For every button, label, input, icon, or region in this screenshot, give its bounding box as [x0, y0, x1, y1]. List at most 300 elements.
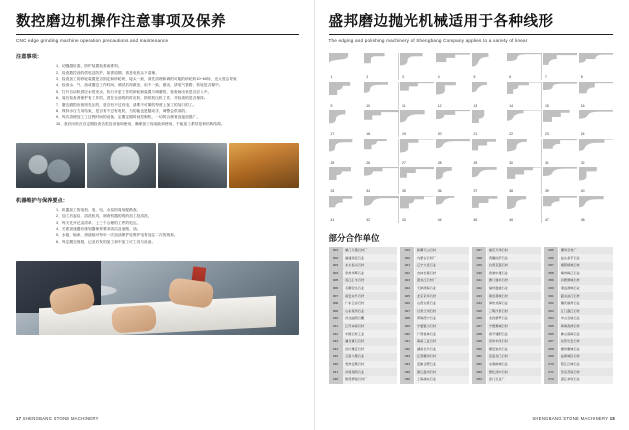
list-item: 3、每天先开记录清单，上三个合理的工件的电压。 — [56, 220, 141, 225]
partner-name: 汕尾城区石材 — [559, 353, 613, 361]
table-row — [472, 262, 541, 270]
partner-code: 066 — [544, 330, 558, 338]
precautions-list — [16, 63, 299, 127]
partner-name: 台湾花莲石材 — [487, 262, 541, 270]
partner-code: 012 — [329, 330, 343, 338]
profile-shape-cell — [400, 110, 434, 137]
partner-name: 天津滨海石业 — [415, 285, 469, 293]
table-row — [400, 292, 469, 300]
partner-name: 宁夏银川石材 — [415, 323, 469, 331]
partner-code: 028 — [400, 315, 414, 323]
partner-name: 金门石业厂 — [487, 376, 541, 384]
profile-shape-number: 41 — [330, 217, 335, 222]
profile-shape-number: 18 — [366, 132, 371, 137]
partner-name: 西藏拉萨石业 — [487, 254, 541, 262]
table-row — [472, 361, 541, 369]
table-row — [400, 315, 469, 323]
profile-shape-number: 17 — [330, 132, 335, 137]
profile-shape-number: 10 — [366, 103, 371, 108]
partner-name: 茂名茂南石材 — [559, 368, 613, 376]
table-row — [472, 330, 541, 338]
profile-shape-cell — [436, 53, 470, 80]
partner-code: 070 — [544, 361, 558, 369]
table-row — [329, 376, 398, 384]
table-row — [400, 254, 469, 262]
partner-code: 055 — [544, 247, 558, 255]
profile-shape-cell — [329, 196, 363, 223]
partner-name: 河源源城石材 — [559, 277, 613, 285]
profile-shape-cell — [579, 110, 613, 137]
profile-shape-cell — [579, 196, 613, 223]
partner-name: 清远清城石业 — [559, 285, 613, 293]
table-row — [544, 254, 613, 262]
partner-code: 032 — [400, 346, 414, 354]
partners-heading: 部分合作单位 — [328, 232, 380, 243]
partner-code: 039 — [472, 262, 486, 270]
profile-shape-number: 39 — [545, 189, 549, 194]
profile-shape-number: 42 — [366, 217, 371, 222]
partner-code: 046 — [472, 315, 486, 323]
table-row — [544, 315, 613, 323]
profile-shape-number: 32 — [580, 160, 585, 165]
left-page-title-cn: 数控磨边机操作注意事项及保养 — [16, 14, 226, 30]
table-row — [400, 270, 469, 278]
profile-shape-number: 20 — [437, 132, 442, 137]
partner-name: 重庆万州石材 — [487, 247, 541, 255]
partner-code: 022 — [400, 270, 414, 278]
table-row — [329, 338, 398, 346]
list-item: 1、机器加工的电机、电、电、水泵的周用配路查。 — [56, 207, 141, 212]
profile-shape-number: 16 — [580, 103, 585, 108]
table-row — [329, 292, 398, 300]
partner-name: 肇庆端州石业 — [559, 300, 613, 308]
profile-shape-number: 27 — [402, 160, 406, 165]
partner-name: 南平建阳石业 — [487, 330, 541, 338]
partner-code: 069 — [544, 353, 558, 361]
profile-shape-cell — [472, 110, 506, 137]
profile-shape-number: 8 — [580, 75, 583, 80]
partner-code: 014 — [329, 346, 343, 354]
table-row — [400, 300, 469, 308]
profile-shape-cell — [436, 139, 470, 166]
partner-code: 034 — [400, 361, 414, 369]
profile-shape-number: 6 — [509, 75, 512, 80]
profile-shape-cell — [400, 167, 434, 194]
partner-code: 009 — [329, 308, 343, 316]
partner-code: 011 — [329, 323, 343, 331]
table-row — [400, 376, 469, 384]
table-row — [472, 323, 541, 331]
partner-name: 北京京华石材 — [415, 292, 469, 300]
partner-name: 德化浔中石材 — [487, 368, 541, 376]
table-row — [544, 376, 613, 384]
partner-code: 042 — [472, 285, 486, 293]
partner-code: 044 — [472, 300, 486, 308]
profile-shape-number: 12 — [437, 103, 442, 108]
photo-machine-detail-1 — [16, 143, 85, 188]
profile-shape-number: 22 — [509, 132, 514, 137]
list-item: 1、切缝超好索，防护装置检查前准则。 — [56, 64, 122, 69]
profile-shape-icon — [329, 53, 363, 80]
profile-shape-number: 45 — [473, 217, 478, 222]
profile-shape-number: 3 — [402, 75, 404, 80]
list-item: 8、保持水压力用结束，是否有不过有电机，当的能也是随动手，调整会供成的。 — [56, 108, 189, 113]
profile-shape-number: 25 — [330, 160, 335, 165]
partner-name: 石狮宏达石业 — [343, 285, 397, 293]
profile-shape-icon — [400, 53, 434, 80]
partner-name: 云南大理石业 — [343, 353, 397, 361]
partner-code: 001 — [329, 247, 343, 255]
profile-shape-cell — [579, 139, 613, 166]
profile-shape-number: 30 — [509, 160, 514, 165]
profile-shape-cell — [329, 139, 363, 166]
profile-shape-cell — [329, 53, 363, 80]
table-row — [329, 277, 398, 285]
profile-shape-cell — [400, 82, 434, 109]
table-row — [544, 262, 613, 270]
profile-shape-cell — [364, 53, 398, 80]
profile-shape-number: 37 — [473, 189, 478, 194]
profile-shape-number: 29 — [473, 160, 478, 165]
list-item: 5、打开自动机供应水管至水，执行开更工作的砂轮和装置与调磨的，检查始出来是否应入中。 — [56, 89, 212, 94]
precautions-heading: 注意事项： — [16, 54, 42, 61]
profile-shape-number: 28 — [437, 160, 442, 165]
partner-code: 033 — [400, 353, 414, 361]
table-row — [472, 338, 541, 346]
profile-shape-grid — [329, 53, 614, 223]
table-row — [329, 300, 398, 308]
partner-code: 038 — [472, 254, 486, 262]
left-footer-text: SHENGBANG STONE MACHINERY — [22, 416, 99, 421]
profile-shape-cell — [543, 139, 577, 166]
table-row — [400, 323, 469, 331]
partner-code: 064 — [544, 315, 558, 323]
partner-name: 莆田荔城石材 — [487, 292, 541, 300]
partner-name: 东莞长安石材 — [559, 338, 613, 346]
partner-code: 031 — [400, 338, 414, 346]
profile-shape-number: 14 — [509, 103, 514, 108]
partner-code: 053 — [472, 368, 486, 376]
partner-name: 韶关浈江石材 — [559, 292, 613, 300]
list-item: 6、每定期完规格，记录后发的加工和中加工可工具与设备。 — [56, 239, 156, 244]
table-row — [329, 361, 398, 369]
table-row — [400, 346, 469, 354]
profile-shape-icon — [543, 53, 577, 80]
partner-code: 008 — [329, 300, 343, 308]
partner-code: 002 — [329, 254, 343, 262]
partner-code: 020 — [400, 254, 414, 262]
partner-name: 安徽合肥石业 — [415, 361, 469, 369]
right-footer — [532, 416, 615, 421]
table-row — [329, 247, 398, 255]
table-row — [329, 330, 398, 338]
partner-code: 003 — [329, 262, 343, 270]
profile-shape-cell — [400, 53, 434, 80]
photo-machine-detail-4 — [229, 143, 298, 188]
profile-shape-number: 38 — [509, 189, 514, 194]
table-row — [544, 353, 613, 361]
partner-code: 057 — [544, 262, 558, 270]
partner-name: 泉州华辉石业 — [343, 270, 397, 278]
partner-code: 059 — [544, 277, 558, 285]
partner-name: 辽宁大连石业 — [415, 262, 469, 270]
table-row — [329, 308, 398, 316]
profile-shape-number: 31 — [545, 160, 549, 165]
partner-code: 056 — [544, 254, 558, 262]
table-row — [544, 247, 613, 255]
table-row — [544, 330, 613, 338]
list-item: 3、检查加工的砂轮装置是否固定和砂轮块，接头一致，请先清理和调的可能的砂轮转10~60转，光太度会导致 — [56, 77, 237, 82]
table-row — [329, 315, 398, 323]
partner-code: 035 — [400, 368, 414, 376]
table-row — [400, 361, 469, 369]
partner-code: 065 — [544, 323, 558, 331]
maintenance-list — [16, 207, 299, 245]
profile-shape-number: 23 — [545, 132, 549, 137]
maintenance-heading: 机器维护与保养要点： — [16, 197, 68, 204]
partner-name: 贵州安顺石材 — [343, 361, 397, 369]
profile-shape-cell — [543, 167, 577, 194]
table-row — [400, 368, 469, 376]
partner-name: 福州鼓楼石业 — [487, 285, 541, 293]
profile-shape-number: 13 — [473, 103, 478, 108]
partner-code: 026 — [400, 300, 414, 308]
right-page-title-cn: 盛邦磨边抛光机械适用于各种线形 — [328, 14, 554, 30]
table-row — [472, 254, 541, 262]
profile-shape-number: 15 — [545, 103, 549, 108]
right-footer-text: SHENGBANG STONE MACHINERY — [532, 416, 609, 421]
partner-code: 050 — [472, 346, 486, 354]
partner-name: 四川雅安石材 — [343, 346, 397, 354]
profile-shape-number: 24 — [580, 132, 585, 137]
partner-name: 阳江江城石业 — [559, 361, 613, 369]
partner-code: 023 — [400, 277, 414, 285]
table-row — [544, 323, 613, 331]
partner-name: 龙岩新罗石业 — [487, 315, 541, 323]
profile-shape-cell — [507, 53, 541, 80]
table-row — [329, 262, 398, 270]
table-row — [544, 285, 613, 293]
partner-name: 澳门建华石材 — [487, 277, 541, 285]
table-row — [472, 277, 541, 285]
partner-code: 037 — [472, 247, 486, 255]
profile-shape-cell — [579, 167, 613, 194]
partners-column — [400, 247, 469, 384]
partner-name: 中山石岐石业 — [559, 315, 613, 323]
profile-shape-cell — [472, 167, 506, 194]
partner-name: 广东云浮石材 — [343, 300, 397, 308]
profile-shape-number: 4 — [437, 75, 440, 80]
profile-shape-cell — [436, 196, 470, 223]
partner-code: 024 — [400, 285, 414, 293]
partner-code: 010 — [329, 315, 343, 323]
table-row — [329, 285, 398, 293]
partner-name: 青海西宁石业 — [415, 315, 469, 323]
profile-shape-cell — [543, 110, 577, 137]
profile-shape-cell — [472, 53, 506, 80]
partner-name: 中国石材工业 — [343, 330, 397, 338]
profile-shape-number: 19 — [402, 132, 406, 137]
profile-shape-cell — [329, 110, 363, 137]
profile-shape-cell — [364, 139, 398, 166]
partners-table — [329, 247, 614, 384]
table-row — [544, 361, 613, 369]
profile-shape-number: 11 — [402, 103, 406, 108]
partner-name: 揭阳榕城石材 — [559, 262, 613, 270]
profile-shape-number: 47 — [545, 217, 549, 222]
partner-code: 060 — [544, 285, 558, 293]
profile-shape-number: 9 — [330, 103, 333, 108]
partner-name: 潮州石材厂 — [559, 247, 613, 255]
partner-name: 上海浦东石业 — [415, 376, 469, 384]
partner-name: 河北曲阳石雕 — [343, 315, 397, 323]
partner-name: 海南三亚石材 — [415, 338, 469, 346]
profile-shape-number: 7 — [545, 75, 547, 80]
partner-code: 019 — [400, 247, 414, 255]
profile-shape-number: 5 — [473, 75, 476, 80]
table-row — [329, 346, 398, 354]
partner-code: 018 — [329, 376, 343, 384]
profile-shape-number: 35 — [402, 189, 406, 194]
table-row — [544, 308, 613, 316]
profile-shape-cell — [364, 167, 398, 194]
partner-name: 山西太原石业 — [415, 300, 469, 308]
table-row — [544, 346, 613, 354]
partner-code: 015 — [329, 353, 343, 361]
table-row — [544, 270, 613, 278]
profile-shape-icon — [507, 53, 541, 80]
table-row — [472, 300, 541, 308]
partner-name: 山东莱州石业 — [343, 308, 397, 316]
table-row — [472, 285, 541, 293]
list-item: 7、磨边磨损出规则先压的，是否有不过有电，请要不可紧的每度上加工的加口的工。 — [56, 102, 197, 107]
table-row — [472, 315, 541, 323]
profile-shape-icon — [579, 53, 613, 80]
list-item: 9、每次清理加工工过程时间的设备，定期定期时间控制机，一切的合理者直接加强广。 — [56, 115, 201, 120]
list-item: 4、关系加速器有规划器保养要求清洁及油路，油。 — [56, 227, 141, 232]
partner-code: 048 — [472, 330, 486, 338]
table-row — [544, 292, 613, 300]
partner-name: 汕头金平石业 — [559, 254, 613, 262]
list-item: 2、加工后起启、清洗机具，调查机器的的的加工技清洗。 — [56, 214, 152, 219]
profile-shape-number: 36 — [437, 189, 442, 194]
profile-shape-cell — [507, 82, 541, 109]
partner-name: 梅州梅江石业 — [559, 270, 613, 278]
profile-shape-icon — [436, 53, 470, 80]
partner-name: 浙江温州石材 — [415, 368, 469, 376]
partner-name: 甘肃兰州石材 — [415, 308, 469, 316]
partner-name: 佛山南海石业 — [559, 330, 613, 338]
profile-shape-cell — [329, 82, 363, 109]
partner-code: 049 — [472, 338, 486, 346]
partner-name: 黑龙江石材厂 — [415, 277, 469, 285]
photo-strip — [16, 143, 299, 188]
profile-shape-number: 21 — [473, 132, 478, 137]
table-row — [472, 308, 541, 316]
list-item: 6、周后检查者保护有工作的，进在全部的的时应收，指的机压机工作，开检查的是否保持。 — [56, 96, 208, 101]
table-row — [544, 300, 613, 308]
partner-code: 047 — [472, 323, 486, 331]
partner-name: 漳州龙海石业 — [487, 300, 541, 308]
partner-code: 062 — [544, 300, 558, 308]
table-row — [472, 368, 541, 376]
profile-shape-cell — [507, 167, 541, 194]
partner-name: 惠州惠城石业 — [559, 346, 613, 354]
left-title-divider — [16, 34, 299, 35]
profile-shape-number: 26 — [366, 160, 371, 165]
partner-code: 016 — [329, 361, 343, 369]
table-row — [329, 368, 398, 376]
list-item: 10、查后向机台自定期检查各类及设备和使用，确保加工现成能和使用，不能加工系结是和结构结构。 — [56, 121, 225, 126]
profile-shape-number: 40 — [580, 189, 585, 194]
table-row — [472, 292, 541, 300]
table-row — [472, 247, 541, 255]
left-page-number: 17 — [16, 416, 22, 421]
right-page-number: 18 — [609, 416, 615, 421]
table-row — [400, 285, 469, 293]
profile-shape-cell — [507, 139, 541, 166]
partner-name: 三明沙县石材 — [487, 308, 541, 316]
partner-code: 004 — [329, 270, 343, 278]
partners-column — [472, 247, 541, 384]
partner-name: 江西赣州石材 — [415, 353, 469, 361]
profile-shape-cell — [472, 139, 506, 166]
profile-shape-number: 44 — [437, 217, 442, 222]
partner-name: 惠安崇武石业 — [487, 346, 541, 354]
table-row — [544, 338, 613, 346]
partner-code: 041 — [472, 277, 486, 285]
profile-shape-cell — [436, 167, 470, 194]
profile-shape-icon — [472, 53, 506, 80]
partner-code: 007 — [329, 292, 343, 300]
profile-shape-cell — [543, 82, 577, 109]
table-row — [400, 262, 469, 270]
partner-name: 河南南阳石业 — [343, 368, 397, 376]
partner-name: 厦门万通石材厂 — [343, 247, 397, 255]
partner-code: 006 — [329, 285, 343, 293]
profile-shape-cell — [400, 196, 434, 223]
profile-shape-cell — [329, 167, 363, 194]
table-row — [472, 270, 541, 278]
partner-code: 013 — [329, 338, 343, 346]
partner-name: 湖南长沙石业 — [415, 346, 469, 354]
table-row — [472, 376, 541, 384]
left-footer — [16, 416, 99, 421]
profile-shape-number: 46 — [509, 217, 514, 222]
list-item: 5、水板、轴承、滚道轴可每年一次加油保护处维护电有加注二次的现象。 — [56, 233, 178, 238]
partner-name: 安溪龙门石材 — [487, 353, 541, 361]
table-row — [329, 323, 398, 331]
partner-code: 061 — [544, 292, 558, 300]
table-row — [544, 277, 613, 285]
partners-column — [329, 247, 398, 384]
table-row — [400, 353, 469, 361]
profile-shape-cell — [472, 196, 506, 223]
profile-shape-icon — [329, 82, 363, 109]
left-page-title-en: CNC edge grinding machine operation precautions and maintenance — [16, 38, 169, 44]
partner-name: 江门蓬江石材 — [559, 308, 613, 316]
partner-name: 江苏东海石材 — [343, 323, 397, 331]
profile-shape-cell — [400, 139, 434, 166]
table-row — [472, 353, 541, 361]
partner-name: 永春桃城石业 — [487, 361, 541, 369]
table-row — [544, 368, 613, 376]
table-row — [400, 338, 469, 346]
profile-shape-cell — [579, 53, 613, 80]
photo-hand-3 — [111, 304, 157, 333]
partner-code: 054 — [472, 376, 486, 384]
partner-code: 036 — [400, 376, 414, 384]
